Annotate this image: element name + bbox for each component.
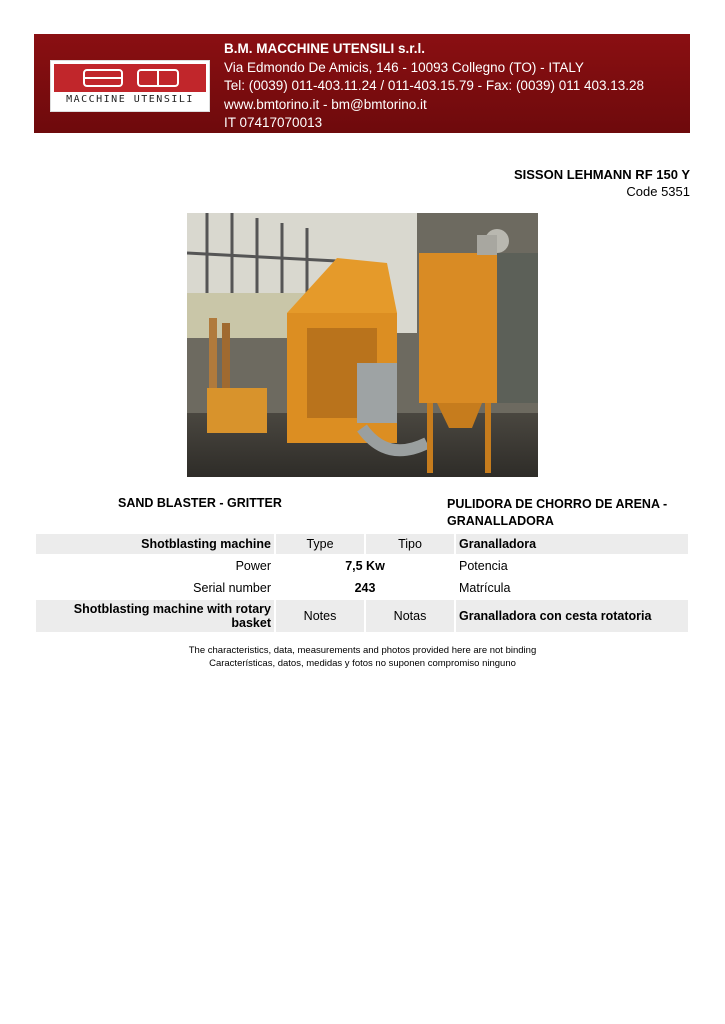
table-row xyxy=(36,534,688,554)
spec-label: Serial number xyxy=(36,578,274,598)
company-header xyxy=(34,34,690,133)
spec-field-en: Notes xyxy=(276,600,364,632)
logo-text: MACCHINE UTENSILI xyxy=(66,94,194,105)
spec-value: Potencia xyxy=(456,556,688,576)
spec-label: Shotblasting machine xyxy=(36,534,274,554)
company-logo xyxy=(50,60,210,112)
spec-field-en: Type xyxy=(276,534,364,554)
spec-value-mid: 7,5 Kw xyxy=(276,556,454,576)
spec-label: Shotblasting machine with rotary basket xyxy=(36,600,274,632)
spec-label: Power xyxy=(36,556,274,576)
disclaimer xyxy=(0,645,725,670)
spec-value-mid: 243 xyxy=(276,578,454,598)
company-info xyxy=(224,40,644,133)
spec-field-es: Tipo xyxy=(366,534,454,554)
specs-table xyxy=(34,532,690,634)
spec-value: Matrícula xyxy=(456,578,688,598)
product-code: Code 5351 xyxy=(626,184,690,199)
spec-value: Granalladora con cesta rotatoria xyxy=(456,600,688,632)
machine-photo xyxy=(187,213,538,477)
company-address: Via Edmondo De Amicis, 146 - 10093 Collegno (TO) - ITALY xyxy=(224,59,584,75)
disclaimer-spanish: Características, datos, medidas y fotos no suponen compromiso ninguno xyxy=(209,657,516,669)
disclaimer-english: The characteristics, data, measurements and photos provided here are not binding xyxy=(188,645,537,656)
company-vat: IT 07417070013 xyxy=(224,115,323,130)
company-phone: Tel: (0039) 011-403.11.24 / 011-403.15.79 - Fax: (0039) 011 403.13.28 xyxy=(224,78,645,93)
company-web[interactable]: www.bmtorino.it - bm@bmtorino.it xyxy=(224,96,427,112)
table-row xyxy=(36,556,688,576)
table-row xyxy=(36,600,688,632)
table-row xyxy=(36,578,688,598)
description-spanish: PULIDORA DE CHORRO DE ARENA - GRANALLADORA xyxy=(447,497,668,528)
spec-value: Granalladora xyxy=(456,534,688,554)
description-english: SAND BLASTER - GRITTER xyxy=(118,496,282,510)
company-name: B.M. MACCHINE UTENSILI s.r.l. xyxy=(224,41,426,56)
product-model: SISSON LEHMANN RF 150 Y xyxy=(513,167,690,182)
spec-field-es: Notas xyxy=(366,600,454,632)
product-title xyxy=(514,166,690,200)
